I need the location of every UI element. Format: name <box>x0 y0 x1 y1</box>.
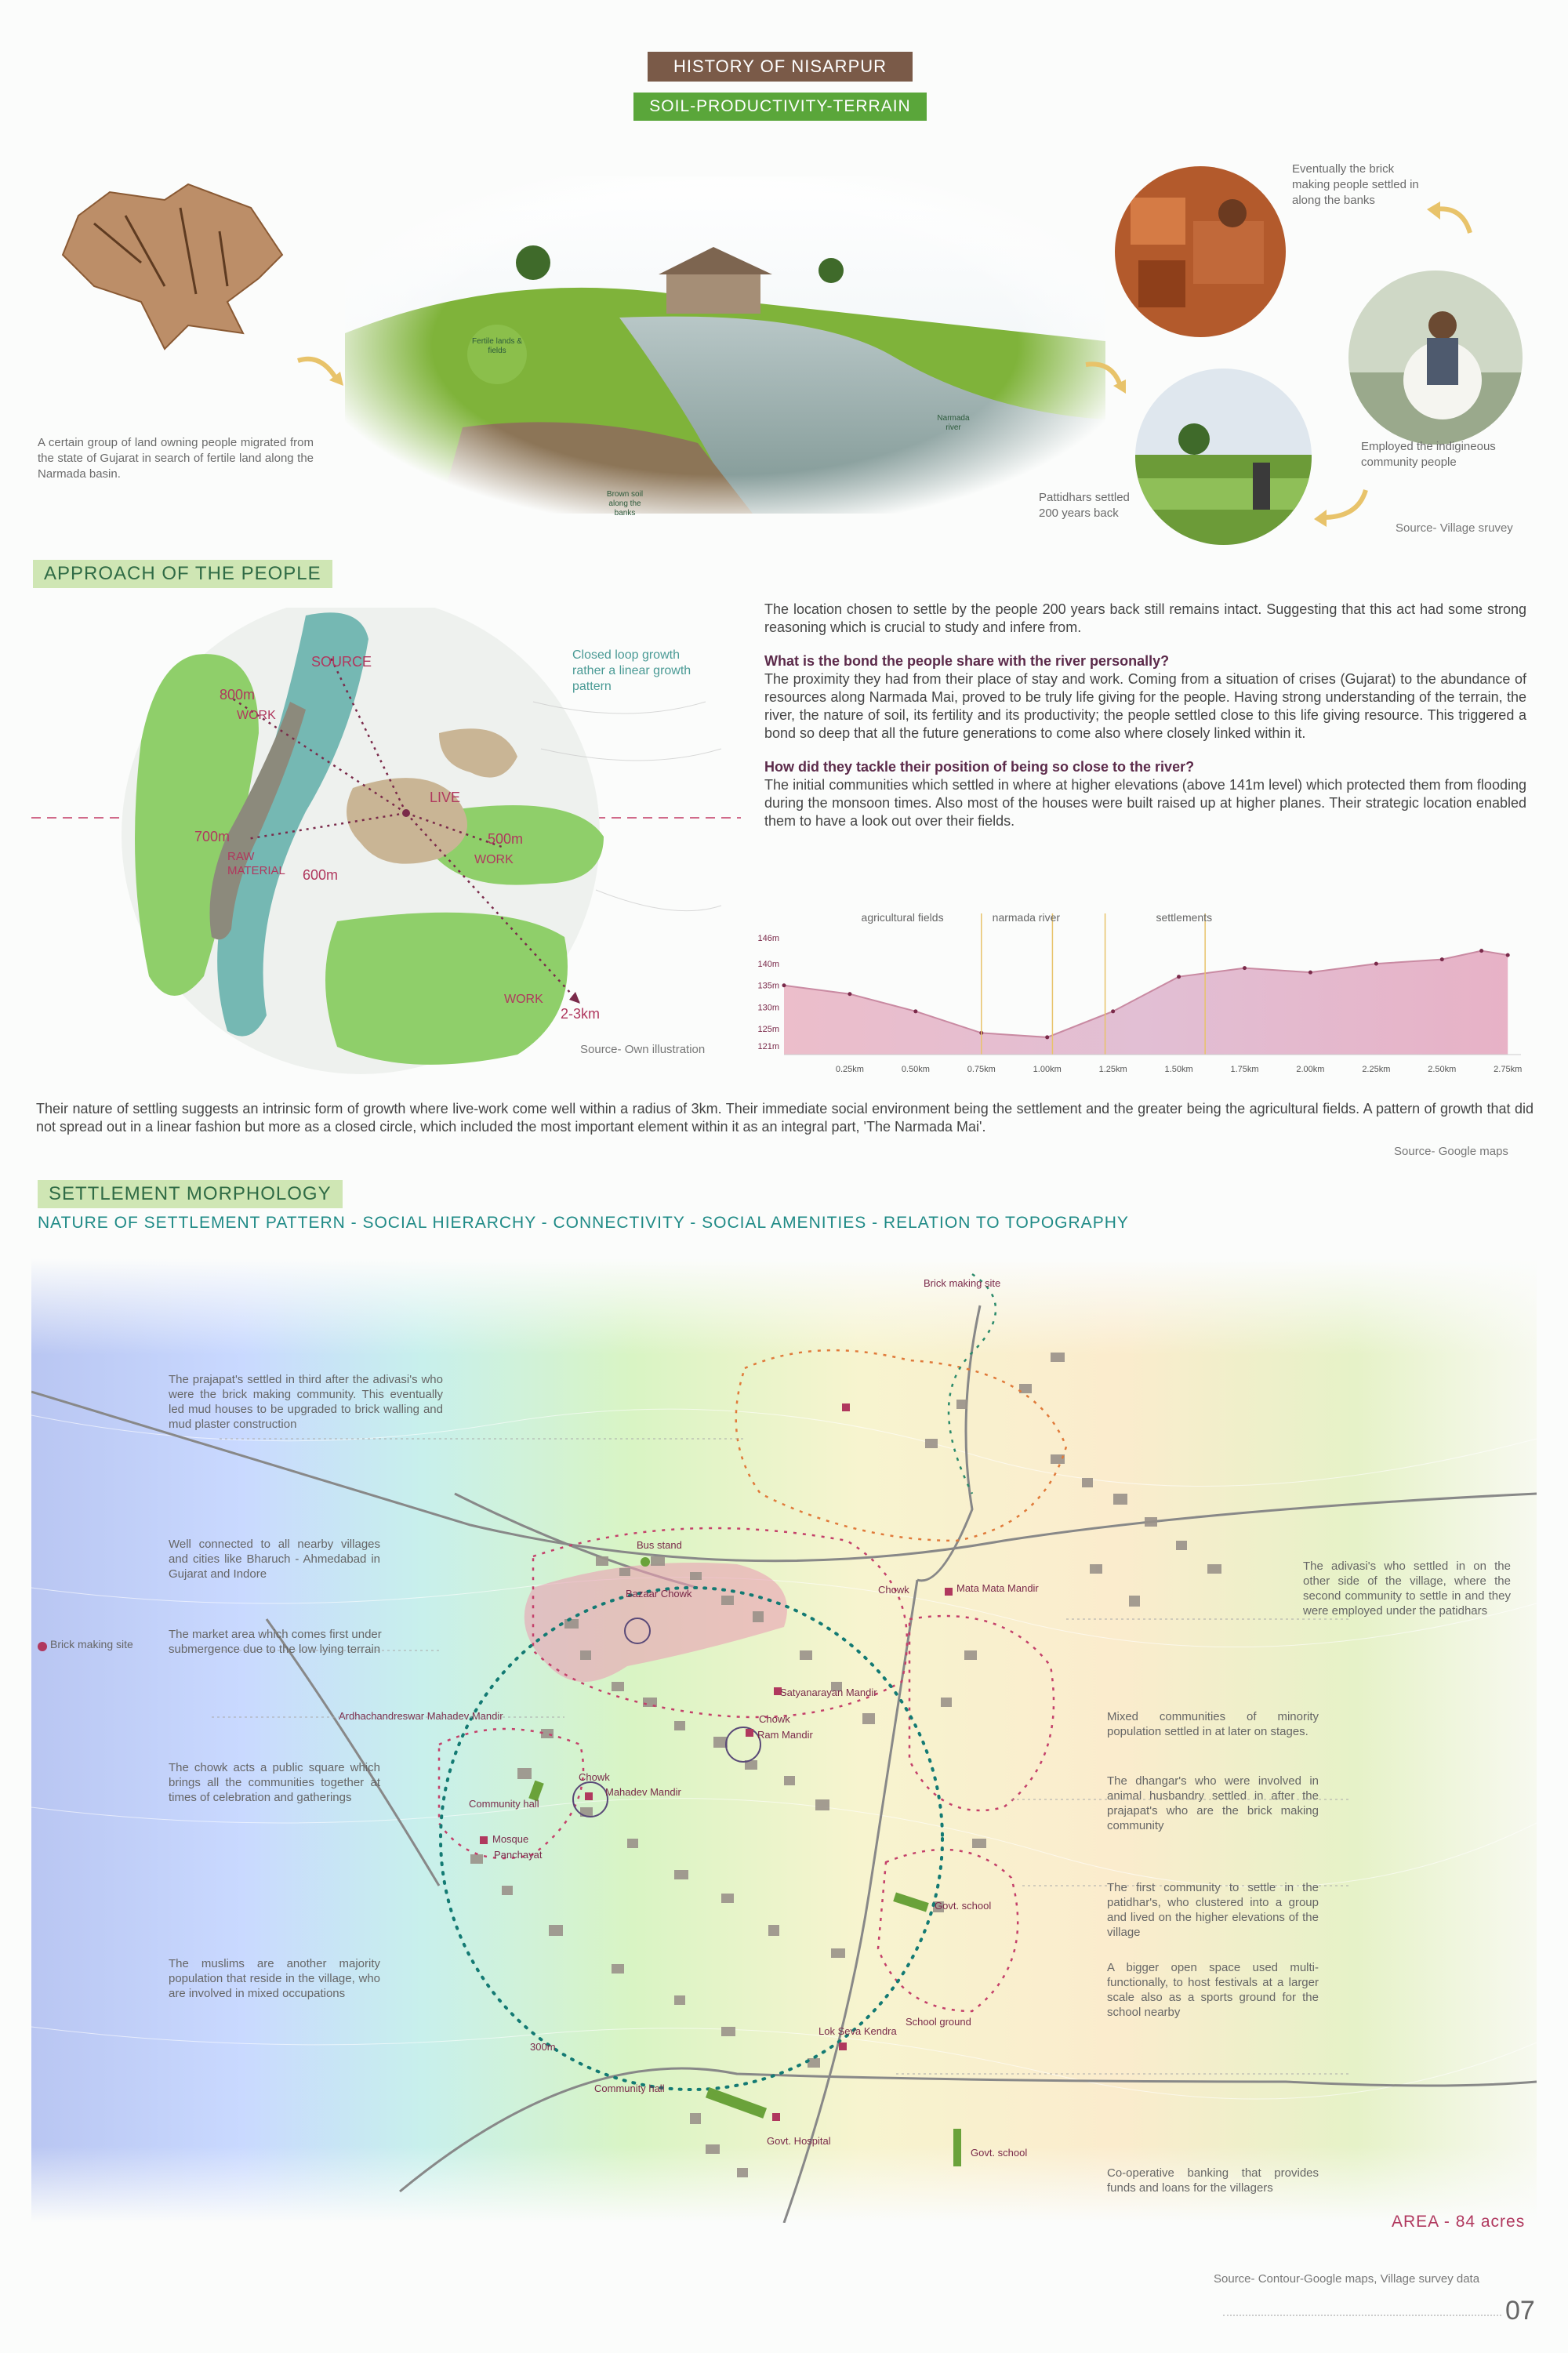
migration-caption: A certain group of land owning people migrated from the state of Gujarat in search of fertile land along the Narmada basin. <box>38 436 314 481</box>
note-mixed: Mixed communities of minority population settled in at later on stages. <box>1107 1710 1319 1738</box>
label-work-3: WORK <box>504 993 543 1006</box>
profile-point <box>913 1009 917 1013</box>
note-cooperative: Co-operative banking that provides funds and loans for the villagers <box>1107 2166 1319 2195</box>
x-tick-label: 2.00km <box>1296 1065 1325 1074</box>
profile-area <box>784 951 1508 1055</box>
profile-point <box>1243 966 1247 970</box>
zone-label: settlements <box>1156 911 1213 924</box>
arrow-icon <box>1082 353 1137 400</box>
profile-point <box>1374 962 1378 966</box>
closed-loop-note: Closed loop growth rather a linear growth pattern <box>572 648 691 693</box>
map-label-brick-site-top: Brick making site <box>924 1277 1001 1289</box>
y-tick-label: 135m <box>757 981 779 991</box>
label-2-3km: 2-3km <box>561 1006 601 1022</box>
approach-para-3: The initial communities which settled in where at higher elevations (above 141m level) which protected them from flooding during the monsoon times. Also most of the houses were built raised up at higher planes. Their strategic location enabled them to have a look out over their fields. <box>764 777 1526 829</box>
profile-point <box>1308 971 1312 975</box>
label-500m: 500m <box>488 831 524 847</box>
map-label-chowk-1: Chowk <box>878 1584 909 1596</box>
note-connected: Well connected to all nearby villages and cities like Bharuch - Ahmedabad in Gujarat and Indore <box>169 1538 380 1581</box>
x-tick-label: 0.50km <box>901 1065 930 1074</box>
river-landscape-photo <box>345 176 1105 514</box>
label-live: LIVE <box>430 790 461 805</box>
summary-source: Source- Google maps <box>1394 1145 1508 1158</box>
map-label-ram-mandir: Ram Mandir <box>757 1729 813 1741</box>
map-label-chowk-2: Chowk <box>759 1713 790 1725</box>
map-label-community-hall-1: Community hall <box>469 1798 539 1810</box>
page-title: HISTORY OF NISARPUR <box>648 52 913 82</box>
x-tick-label: 0.25km <box>835 1065 864 1074</box>
map-label-school-ground: School ground <box>906 2016 971 2028</box>
y-tick-label: 121m <box>757 1041 779 1051</box>
map-label-mata-mandir: Mata Mata Mandir <box>956 1582 1039 1594</box>
page-number-rule <box>1223 2315 1501 2316</box>
note-chowk: The chowk acts a public square which brings all the communities together at times of celebration and gatherings <box>169 1761 380 1804</box>
profile-point <box>1479 949 1483 953</box>
map-label-mosque: Mosque <box>492 1833 529 1845</box>
label-raw: RAW <box>227 850 255 863</box>
zone-label: narmada river <box>992 911 1061 924</box>
area-label: AREA - 84 acres <box>1392 2213 1526 2231</box>
brick-site-left-label: Brick making site <box>50 1638 133 1650</box>
map-label-govt-school-1: Govt. school <box>935 1900 992 1912</box>
label-700m: 700m <box>194 829 230 844</box>
label-material: MATERIAL <box>227 864 285 877</box>
brick-caption: Eventually the brick making people settled in along the banks <box>1292 162 1419 207</box>
indigenous-caption: Employed the indigineous community people <box>1361 440 1496 469</box>
y-tick-label: 146m <box>757 934 779 944</box>
x-tick-label: 1.25km <box>1098 1065 1127 1074</box>
profile-point <box>848 992 851 996</box>
approach-para-1: The location chosen to settle by the people 200 years back still remains intact. Suggesting that this act had some strong reasoning which is crucial to study and infere from. <box>764 601 1526 635</box>
label-source: SOURCE <box>311 654 372 670</box>
profile-point <box>1111 1009 1115 1013</box>
y-tick-label: 140m <box>757 960 779 970</box>
fertile-label: Fertile lands & fields <box>472 337 522 355</box>
cotton-worker-photo <box>1348 271 1523 445</box>
pattidhars-caption: Pattidhars settled 200 years back <box>1039 491 1130 520</box>
approach-summary: Their nature of settling suggests an intrinsic form of growth where live-work come well within a radius of 3km. Their immediate social environment being the settlement and the greater being the agricultural fields. A pattern of growth that did not spread out in a linear fashion but more as a closed circle, which included the most important element within it as an integral part, 'The Narmada Mai'. <box>36 1101 1534 1135</box>
approach-diagram-source: Source- Own illustration <box>580 1043 706 1056</box>
brick-site-marker <box>38 1642 47 1651</box>
approach-question-2: How did they tackle their position of being so close to the river? <box>764 759 1195 775</box>
profile-point <box>1506 953 1510 957</box>
pattidhar-field-photo <box>1135 369 1312 545</box>
note-patidhar: The first community to settle in the patidhar's, who clustered into a group and lived on the higher elevations of the village <box>1107 1881 1319 1939</box>
approach-question-1: What is the bond the people share with the river personally? <box>764 653 1170 669</box>
map-label-bazaar: Bazaar Chowk <box>626 1588 692 1600</box>
map-label-ardhachandreswar: Ardhachandreswar Mahadev Mandir <box>339 1710 503 1722</box>
history-source: Source- Village sruvey <box>1396 521 1513 535</box>
morphology-heading: SETTLEMENT MORPHOLOGY <box>38 1180 343 1208</box>
approach-text <box>764 601 1526 830</box>
note-dhangar: The dhangar's who were involved in animal husbandry settled in after the prajapat's who are the brick making community <box>1107 1774 1319 1832</box>
x-tick-label: 2.75km <box>1494 1065 1523 1074</box>
profile-point <box>1440 957 1444 961</box>
y-tick-label: 130m <box>757 1003 779 1013</box>
x-tick-label: 2.25km <box>1362 1065 1391 1074</box>
brick-kiln-photo <box>1115 166 1286 337</box>
x-tick-label: 1.75km <box>1230 1065 1259 1074</box>
map-label-satyanarayan: Satyanarayan Mandir <box>780 1687 877 1698</box>
map-label-govt-school-2: Govt. school <box>971 2147 1028 2159</box>
page-subtitle: SOIL-PRODUCTIVITY-TERRAIN <box>633 93 927 121</box>
arrow-icon <box>1311 482 1374 529</box>
x-tick-label: 1.50km <box>1164 1065 1193 1074</box>
x-tick-label: 0.75km <box>967 1065 996 1074</box>
map-label-panchayat: Panchayat <box>494 1849 543 1861</box>
profile-point <box>1177 975 1181 979</box>
approach-para-2: The proximity they had from their place of stay and work. Coming from a situation of crises (Gujarat) to the abundance of resources along Narmada Mai, proved to be truly life giving for the people. Having strong understanding of the terrain, the river, the nature of soil, its fertility and its productivity; the people settled close to this life giving resource. This triggered a bond so deep that all the future generations to come also where closely linked within it. <box>764 671 1526 741</box>
arrow-icon <box>290 345 353 392</box>
arrow-icon <box>1423 198 1478 245</box>
narmada-label: Narmada river <box>937 414 970 432</box>
profile-point <box>1045 1035 1049 1039</box>
note-muslims: The muslims are another majority population that reside in the village, who are involved in mixed occupations <box>169 1957 380 2000</box>
profile-point <box>782 983 786 987</box>
x-tick-label: 1.00km <box>1033 1065 1062 1074</box>
gujarat-map-illustration <box>47 161 306 357</box>
map-label-bus-stand: Bus stand <box>637 1539 682 1551</box>
map-label-community-hall-2: Community hall <box>594 2082 665 2094</box>
y-tick-label: 125m <box>757 1024 779 1034</box>
morphology-subheading: NATURE OF SETTLEMENT PATTERN - SOCIAL HIERARCHY - CONNECTIVITY - SOCIAL AMENITIES - RELATION TO TOPOGRAPHY <box>38 1214 1129 1232</box>
map-label-govt-hospital: Govt. Hospital <box>767 2135 831 2147</box>
map-label-chowk-3: Chowk <box>579 1771 610 1783</box>
label-600m: 600m <box>303 867 339 883</box>
morphology-source: Source- Contour-Google maps, Village survey data <box>1214 2272 1480 2286</box>
page-number: 07 <box>1505 2296 1535 2326</box>
map-label-radius: 300m <box>530 2041 556 2053</box>
label-800m: 800m <box>220 687 256 703</box>
brown-soil-label: Brown soil along the banks <box>606 490 644 517</box>
zone-label: agricultural fields <box>861 911 944 924</box>
note-adivasi: The adivasi's who settled in on the other side of the village, where the second community to settle in and they were employed under the patidhars <box>1303 1560 1511 1618</box>
approach-heading: APPROACH OF THE PEOPLE <box>33 560 332 588</box>
map-label-mahadev: Mahadev Mandir <box>605 1786 681 1798</box>
elevation-profile-chart <box>737 886 1537 1082</box>
map-label-lok-seva: Lok Seva Kendra <box>818 2025 897 2037</box>
note-openspace: A bigger open space used multi-functionally, to host festivals at a larger scale also as a sports ground for the school nearby <box>1107 1961 1319 2019</box>
x-tick-label: 2.50km <box>1428 1065 1457 1074</box>
label-work-2: WORK <box>474 853 514 866</box>
note-prajapat <box>169 1372 443 1432</box>
label-work-1: WORK <box>237 709 276 722</box>
note-prajapat-text: The prajapat's settled in third after the adivasi's who were the brick making community. This eventually led mud houses to be upgraded to brick walling and mud plaster construction <box>169 1373 443 1431</box>
note-market: The market area which comes first under submergence due to the low lying terrain <box>169 1628 382 1656</box>
